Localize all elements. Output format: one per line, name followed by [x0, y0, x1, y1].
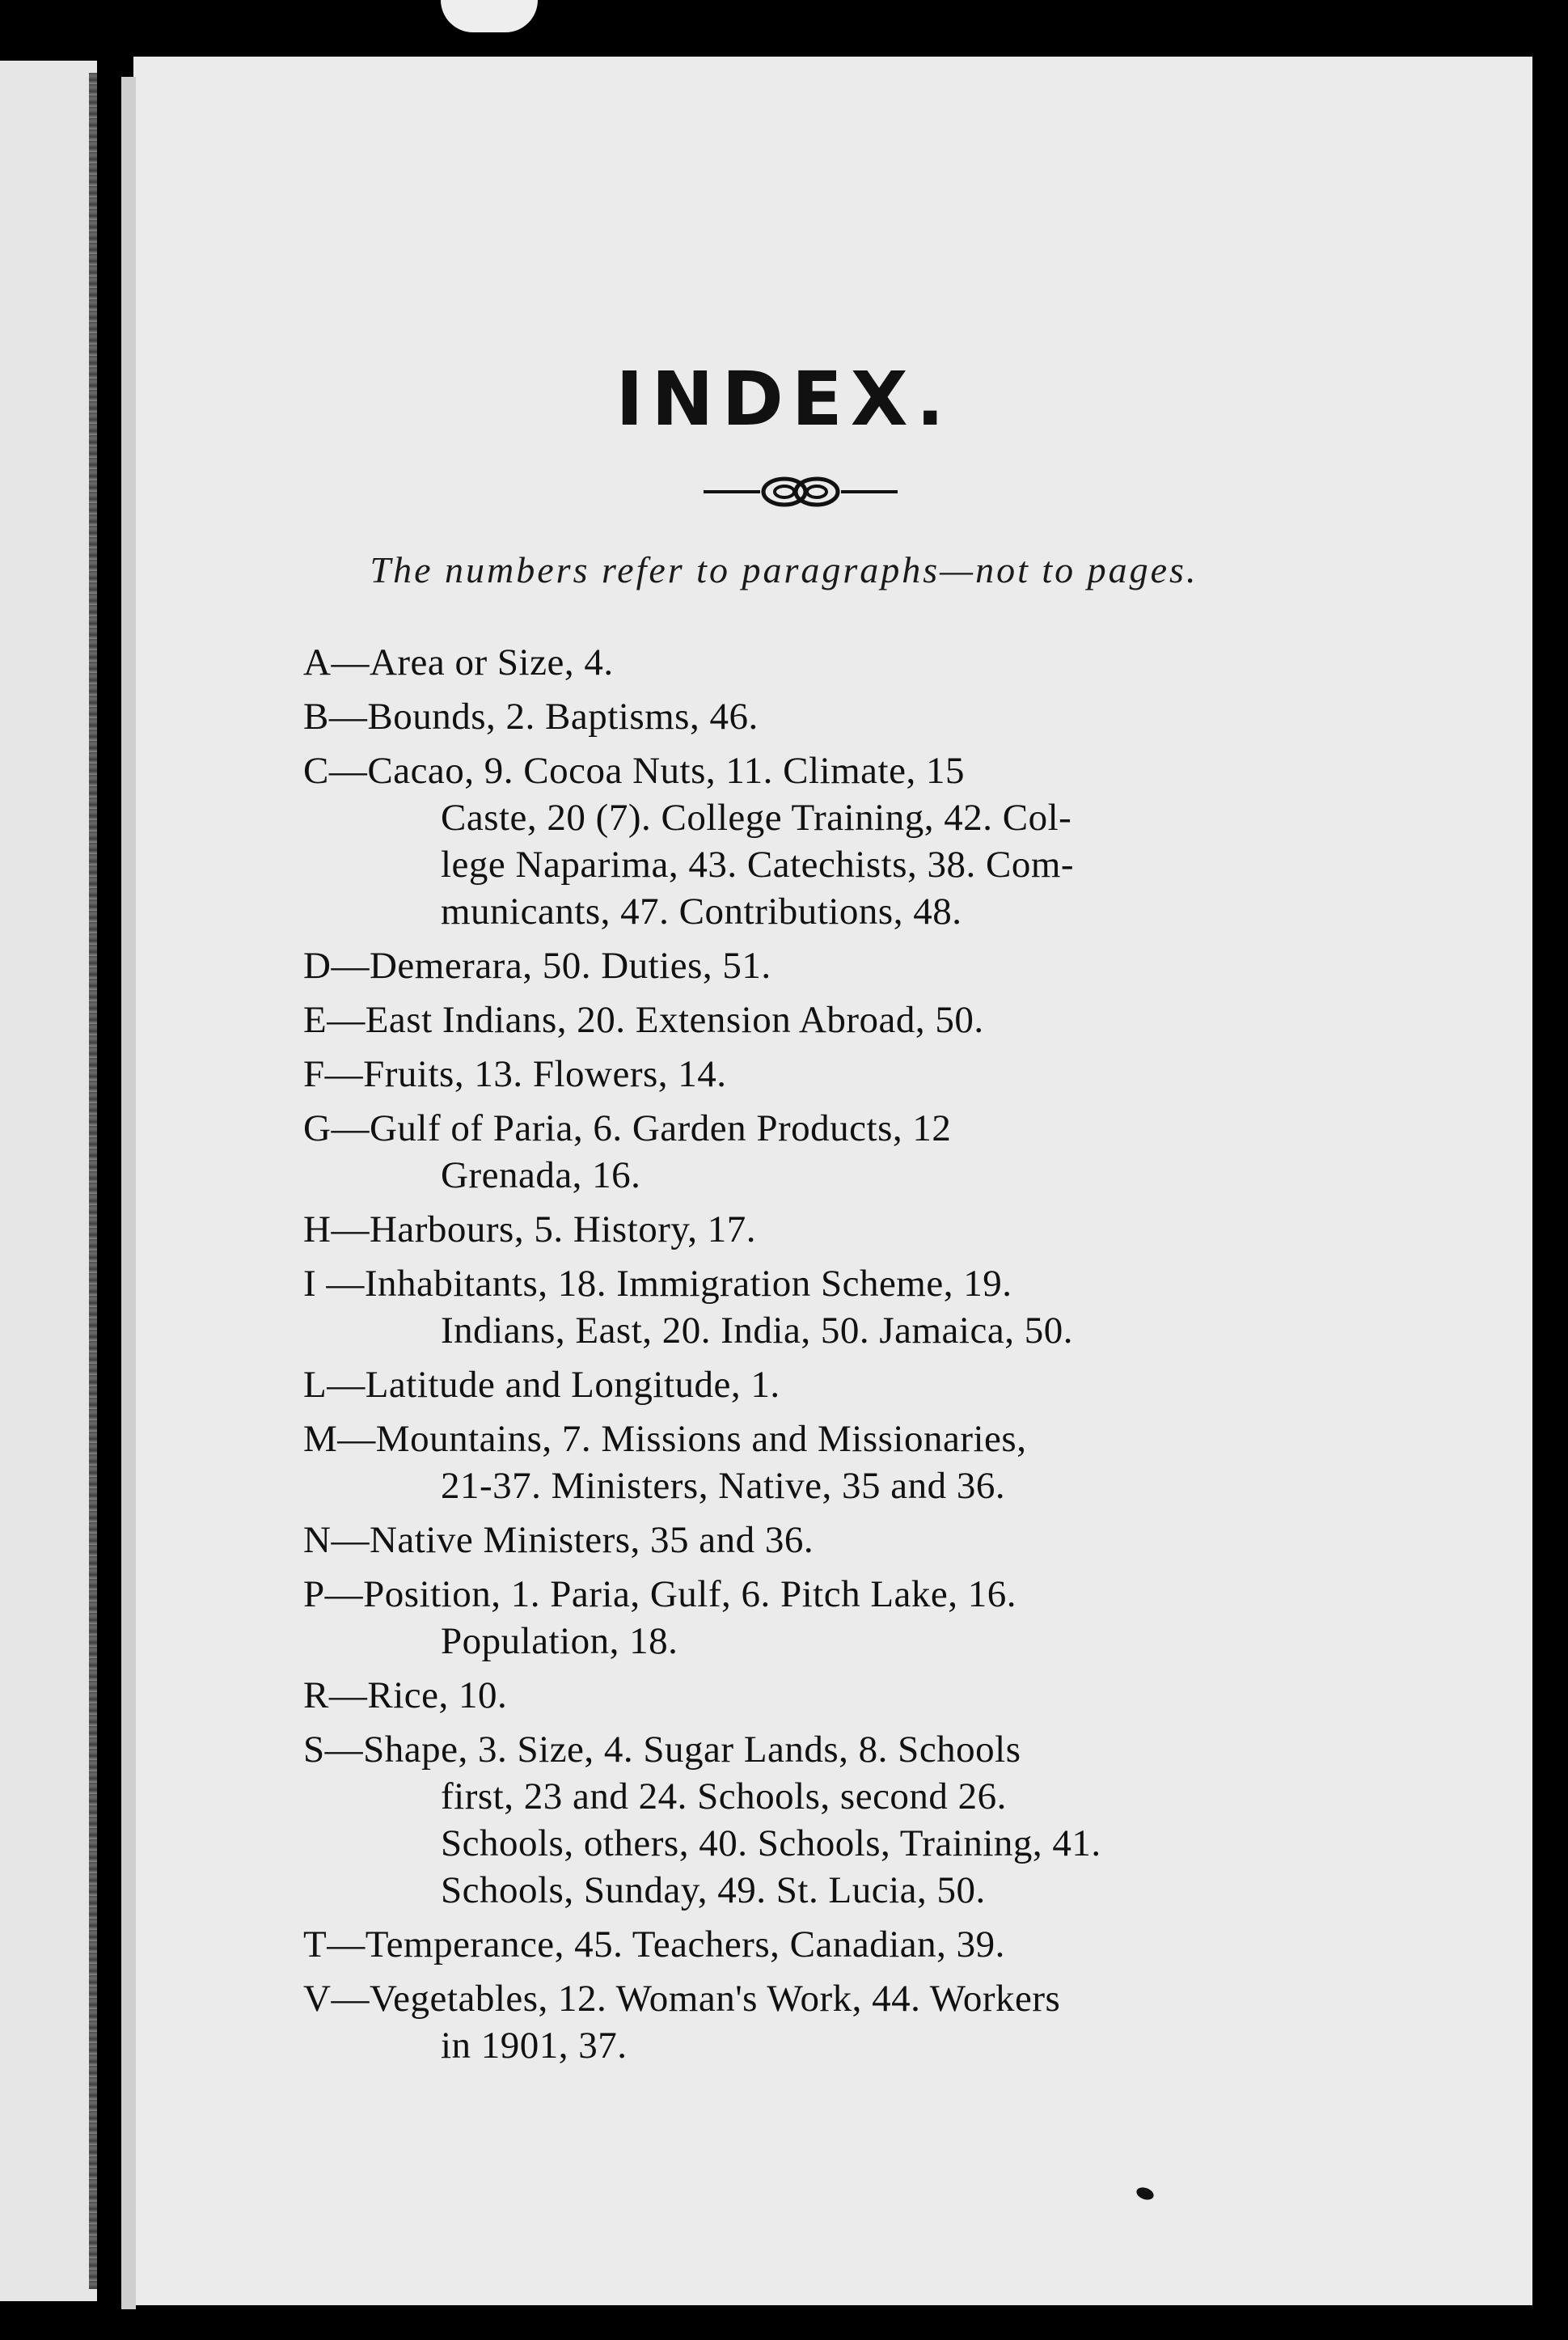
index-entry: [303, 1415, 1363, 1509]
index-entry-continuation: Population, 18.: [441, 1620, 678, 1662]
index-letter: A—: [303, 641, 370, 683]
index-entry: [303, 1361, 1363, 1408]
index-entry-continuation: first, 23 and 24. Schools, second 26.: [441, 1775, 1007, 1817]
index-entry: [303, 1105, 1363, 1199]
index-entry-text: Vegetables, 12. Woman's Work, 44. Workers: [369, 1978, 1061, 2020]
index-entry-text: Shape, 3. Size, 4. Sugar Lands, 8. Schools: [363, 1729, 1021, 1771]
index-entry-text: Bounds, 2. Baptisms, 46.: [367, 696, 759, 738]
index-entry-first-line: [303, 997, 1363, 1043]
index-entry-text: East Indians, 20. Extension Abroad, 50.: [365, 999, 984, 1041]
index-letter: D—: [303, 945, 370, 987]
index-entry: [303, 1206, 1363, 1253]
index-entry-continuation: municants, 47. Contributions, 48.: [441, 891, 962, 933]
index-entry-first-line: [303, 1726, 1363, 1773]
scan-blot: [441, 0, 538, 32]
index-entry-continuation: Schools, Sunday, 49. St. Lucia, 50.: [441, 1869, 986, 1911]
index-note: The numbers refer to paragraphs—not to pages.: [370, 549, 1198, 590]
index-letter: E—: [303, 999, 366, 1041]
index-entry-continuation: Grenada, 16.: [441, 1154, 641, 1196]
index-letter: I —: [303, 1263, 365, 1305]
decorative-ornament-icon: [704, 468, 898, 516]
index-letter: N—: [303, 1519, 370, 1561]
index-letter: C—: [303, 750, 368, 792]
index-entry-continuation: 21-37. Ministers, Native, 35 and 36.: [441, 1465, 1006, 1507]
index-letter: V—: [303, 1978, 370, 2020]
index-entry-text: Cacao, 9. Cocoa Nuts, 11. Climate, 15: [367, 750, 965, 792]
index-entry-continuation: Schools, others, 40. Schools, Training, 41.: [441, 1822, 1101, 1864]
page-title: INDEX.: [615, 356, 953, 442]
index-entry-first-line: [303, 1051, 1363, 1098]
index-entry-first-line: [303, 1415, 1363, 1462]
index-entry-text: Rice, 10.: [367, 1674, 508, 1716]
index-letter: T—: [303, 1923, 366, 1966]
index-entry-text: Inhabitants, 18. Immigration Scheme, 19.: [364, 1263, 1012, 1305]
index-entry: [303, 997, 1363, 1043]
index-entry-first-line: [303, 1571, 1363, 1618]
index-entry-text: Area or Size, 4.: [369, 641, 614, 683]
index-entry: [303, 1726, 1363, 1914]
index-entry-first-line: [303, 1206, 1363, 1253]
index-entry-text: Fruits, 13. Flowers, 14.: [363, 1053, 727, 1095]
index-entry: [303, 1975, 1363, 2069]
index-letter: R—: [303, 1674, 368, 1716]
index-entry: [303, 942, 1363, 989]
index-entry-first-line: [303, 1975, 1363, 2022]
index-letter: B—: [303, 696, 368, 738]
index-entry: [303, 1672, 1363, 1719]
index-entry-text: Temperance, 45. Teachers, Canadian, 39.: [365, 1923, 1005, 1966]
index-entry-text: Demerara, 50. Duties, 51.: [369, 945, 771, 987]
index-entry: [303, 747, 1363, 935]
index-entry: [303, 1517, 1363, 1564]
index-entry-continuation: lege Naparima, 43. Catechists, 38. Com-: [441, 844, 1075, 886]
index-entry-first-line: [303, 1921, 1363, 1968]
index-entry-text: Latitude and Longitude, 1.: [365, 1364, 780, 1406]
index-letter: L—: [303, 1364, 366, 1406]
index-letter: S—: [303, 1729, 364, 1771]
index-entry: [303, 639, 1363, 686]
index-entry-continuation: Caste, 20 (7). College Training, 42. Col-: [441, 797, 1072, 839]
index-entry-first-line: [303, 1361, 1363, 1408]
index-letter: H—: [303, 1208, 370, 1250]
index-entry: [303, 1260, 1363, 1354]
index-letter: F—: [303, 1053, 364, 1095]
index-entry: [303, 1051, 1363, 1098]
index-entry-first-line: [303, 1672, 1363, 1719]
index-entry-continuation: Indians, East, 20. India, 50. Jamaica, 50.: [441, 1310, 1073, 1352]
index-entry-first-line: [303, 1105, 1363, 1152]
index-entry-text: Position, 1. Paria, Gulf, 6. Pitch Lake, 16.: [363, 1573, 1017, 1615]
index-entry-text: Native Ministers, 35 and 36.: [369, 1519, 814, 1561]
index-entry-first-line: [303, 639, 1363, 686]
index-entry-first-line: [303, 1260, 1363, 1307]
index-entry-text: Harbours, 5. History, 17.: [369, 1208, 757, 1250]
index-entry-first-line: [303, 942, 1363, 989]
index-entry: [303, 693, 1363, 740]
index-letter: P—: [303, 1573, 364, 1615]
index-entry: [303, 1571, 1363, 1665]
index-entries: [303, 639, 1363, 2076]
index-entry-first-line: [303, 1517, 1363, 1564]
index-entry-first-line: [303, 747, 1363, 794]
index-letter: M—: [303, 1418, 376, 1460]
index-entry-first-line: [303, 693, 1363, 740]
index-letter: G—: [303, 1107, 370, 1149]
index-entry-text: Mountains, 7. Missions and Missionaries,: [375, 1418, 1027, 1460]
index-entry-text: Gulf of Paria, 6. Garden Products, 12: [369, 1107, 952, 1149]
index-entry-continuation: in 1901, 37.: [441, 2025, 628, 2067]
index-entry: [303, 1921, 1363, 1968]
